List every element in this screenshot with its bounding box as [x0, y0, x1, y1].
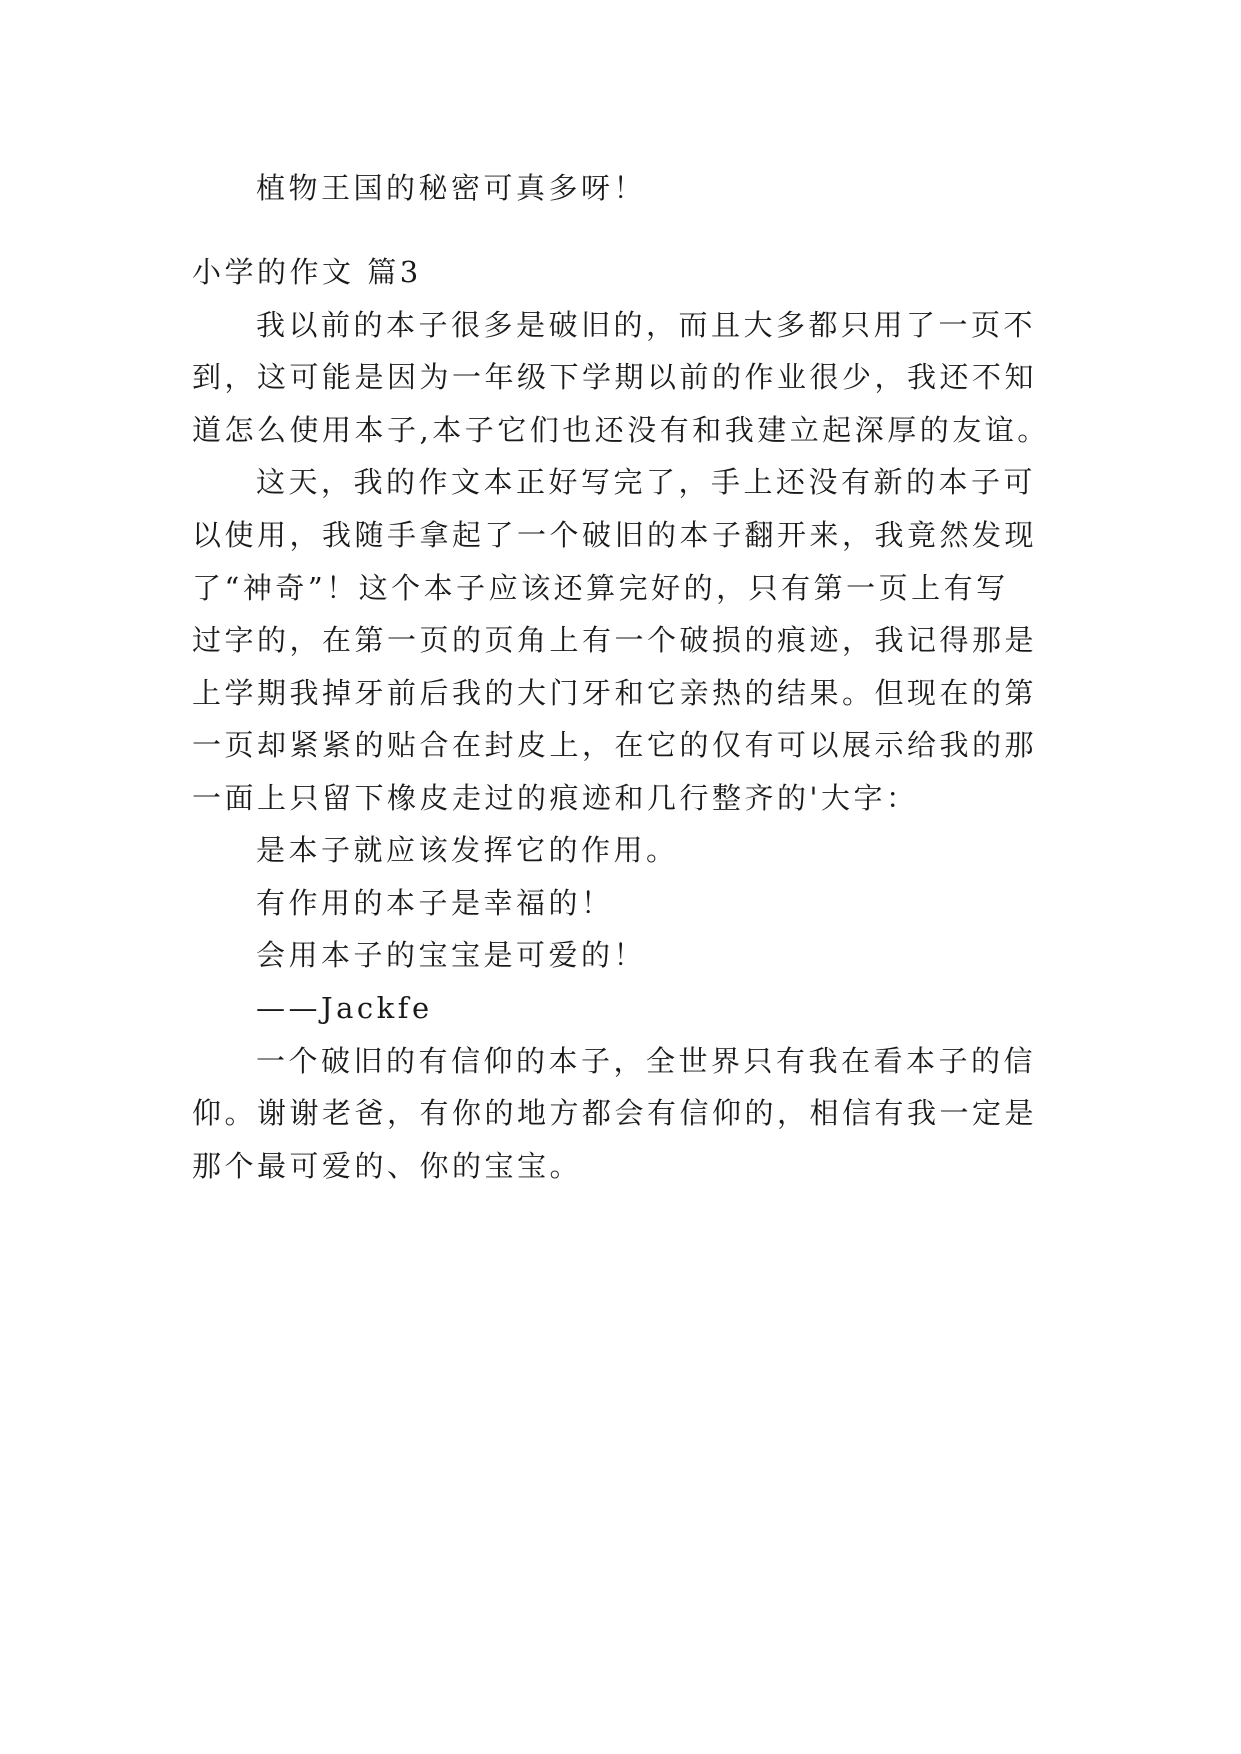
paragraph-line: 以使用，我随手拿起了一个破旧的本子翻开来，我竟然发现	[192, 518, 1038, 552]
paragraph-line: 植物王国的秘密可真多呀！	[256, 171, 647, 205]
paragraph-line: 一面上只留下橡皮走过的痕迹和几行整齐的'大字：	[192, 781, 919, 815]
paragraph-line: 道怎么使用本子,本子它们也还没有和我建立起深厚的友谊。	[192, 413, 1050, 447]
paragraph-line: 是本子就应该发挥它的作用。	[256, 833, 679, 867]
paragraph-line: 这天，我的作文本正好写完了，手上还没有新的本子可	[256, 465, 1037, 499]
paragraph-line: 我以前的本子很多是破旧的，而且大多都只用了一页不	[256, 308, 1037, 342]
paragraph-line: 有作用的本子是幸福的！	[256, 886, 614, 920]
paragraph-line: 一个破旧的有信仰的本子，全世界只有我在看本子的信	[256, 1044, 1037, 1078]
paragraph-line: 会用本子的宝宝是可爱的！	[256, 938, 647, 972]
paragraph-line: 那个最可爱的、你的宝宝。	[192, 1149, 583, 1183]
signature-line: ——Jackfe	[256, 991, 433, 1025]
section-heading: 小学的作文 篇3	[192, 255, 422, 289]
paragraph-line: 了“神奇”！这个本子应该还算完好的，只有第一页上有写	[192, 571, 1009, 605]
paragraph-line: 仰。谢谢老爸，有你的地方都会有信仰的，相信有我一定是	[192, 1096, 1038, 1130]
paragraph-line: 一页却紧紧的贴合在封皮上，在它的仅有可以展示给我的那	[192, 728, 1038, 762]
paragraph-line: 到，这可能是因为一年级下学期以前的作业很少，我还不知	[192, 360, 1038, 394]
paragraph-line: 上学期我掉牙前后我的大门牙和它亲热的结果。但现在的第	[192, 676, 1038, 710]
paragraph-line: 过字的，在第一页的页角上有一个破损的痕迹，我记得那是	[192, 623, 1038, 657]
